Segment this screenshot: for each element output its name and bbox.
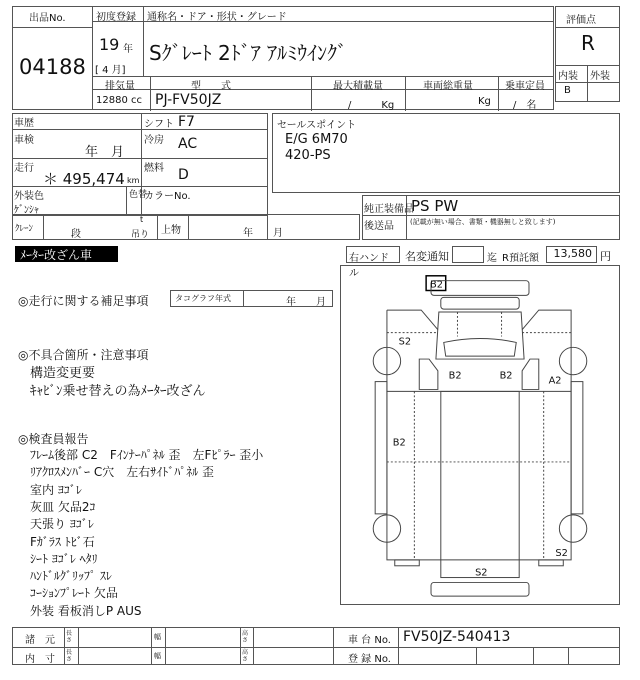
vehicle-name: Sｸﾞﾚｰﾄ 2ﾄﾞｱ ｱﾙﾐｳｲﾝｸﾞ <box>149 41 348 65</box>
inspector-line: 天張り ﾖｺﾞﾚ <box>30 517 94 532</box>
sales-point-line: 420-PS <box>285 148 331 163</box>
inspector-line: ｺｰｼｮﾝﾌﾟﾚｰﾄ 欠品 <box>30 586 118 601</box>
damage-mark: B2 <box>448 370 462 382</box>
damage-mark: A2 <box>548 375 562 387</box>
first-reg-label: 初度登録 <box>96 12 136 23</box>
wheel-rear-right <box>559 515 586 542</box>
crane-stage: 段 <box>71 229 81 240</box>
tacho-box <box>170 290 333 307</box>
displacement-label: 排気量 <box>105 81 135 92</box>
rear-bumper <box>431 582 529 596</box>
shift: F7 <box>178 114 195 130</box>
mileage-unit: km <box>127 176 140 185</box>
body-label: 上物 <box>161 225 181 236</box>
capacity-label: 乗車定員 <box>505 81 545 92</box>
inspector-line: ﾘｱｸﾛｽﾒﾝﾊﾞｰ C穴 左右ｻｲﾄﾞﾊﾟﾈﾙ 歪 <box>30 465 215 480</box>
damage-mark: S2 <box>475 567 488 579</box>
mileage-label: 走行 <box>14 163 34 174</box>
model: PJ-FV50JZ <box>155 92 222 108</box>
cab-roof <box>436 312 524 359</box>
damage-mark: B2 <box>430 279 443 291</box>
spec-label: 諸 元 <box>25 635 55 646</box>
color: ｹﾞﾝｼｬ <box>14 205 39 216</box>
model-label: 型 式 <box>191 81 231 92</box>
maxload: / Kg <box>348 100 395 111</box>
interior-label: 内装 <box>558 71 578 82</box>
tacho-label: タコグラフ年式 <box>175 294 231 303</box>
defect-line: ｷｬﾋﾞﾝ乗せ替えの為ﾒｰﾀｰ改ざん <box>30 384 206 399</box>
crane-ton: t <box>140 215 144 224</box>
color-change-label: 色替 <box>129 190 148 200</box>
body-date: 年 月 <box>243 228 283 239</box>
capacity: / 名 <box>513 100 537 111</box>
mileage: ＊ 495,474 <box>43 170 125 188</box>
panel-divider <box>387 312 571 560</box>
left-side-guard <box>375 382 387 514</box>
doors <box>419 359 539 389</box>
rear-step-right <box>539 560 563 566</box>
grille <box>441 297 519 309</box>
height-label: 高さ <box>242 649 249 663</box>
inspector-line: ｼｰﾄ ﾖｺﾞﾚ ﾍﾀﾘ <box>30 551 98 566</box>
grade-label: 評価点 <box>566 15 596 26</box>
rhd-badge: 右ハンドル <box>346 246 400 263</box>
ac-label: 冷房 <box>144 135 164 146</box>
lot-cell <box>12 6 93 110</box>
meter-tampered-badge: ﾒｰﾀｰ改ざん車 <box>15 246 118 262</box>
damage-mark: S2 <box>555 547 568 559</box>
height-label: 高さ <box>242 630 249 644</box>
color-no-label: カラーNo. <box>144 191 191 202</box>
lot-label: 出品No. <box>29 13 66 24</box>
equipment-label: 純正装備品 <box>364 204 414 215</box>
name-change-box <box>452 246 484 263</box>
interior-grade: B <box>564 85 571 96</box>
reg-no-label: 登 録 No. <box>348 654 391 665</box>
later-label: 後送品 <box>364 221 394 232</box>
inspector-line: Fｶﾞﾗｽ ﾄﾋﾞ石 <box>30 534 95 549</box>
right-side-guard <box>571 382 583 514</box>
fuel: D <box>178 167 189 183</box>
grade-box <box>555 6 620 102</box>
gross-label: 車両総重量 <box>423 81 473 92</box>
inspector-line: ﾊﾝﾄﾞﾙｸﾞﾘｯﾌﾟ ｽﾚ <box>30 569 112 584</box>
displacement: 12880 cc <box>96 95 142 106</box>
color-label: 外装色 <box>14 191 44 202</box>
yen-label: 円 <box>600 250 611 263</box>
recycle-label: R預託額 <box>502 253 539 264</box>
windshield <box>444 338 516 356</box>
sales-point-label: セールスポイント <box>277 120 357 131</box>
lot-number: 04188 <box>19 55 86 79</box>
length-label: 長さ <box>66 630 73 644</box>
name-label: 通称名・ドア・形状・グレード <box>147 12 287 23</box>
fuel-label: 燃料 <box>144 163 164 174</box>
equipment <box>362 195 620 240</box>
length-label: 長さ <box>66 649 73 663</box>
shaken-label: 車検 <box>14 135 34 146</box>
inspector-line: 室内 ﾖｺﾞﾚ <box>30 482 82 497</box>
until-label: 迄 <box>487 253 497 264</box>
defect-line: 構造変更要 <box>30 366 96 381</box>
inspector-line: 灰皿 欠品2ｺ <box>30 499 96 514</box>
crane-label: ｸﾚｰﾝ <box>15 224 34 234</box>
vehicle-info <box>92 6 554 110</box>
width-label: 幅 <box>154 633 161 641</box>
exterior-label: 外装 <box>590 71 610 82</box>
damage-diagram <box>340 265 620 605</box>
inspector-line: ﾌﾚｰﾑ後部 C2 Fｲﾝﾅｰﾊﾟﾈﾙ 歪 左Fﾋﾟﾗｰ 歪小 <box>30 448 264 462</box>
shift-label: シフト <box>144 119 174 130</box>
gross: Kg <box>478 96 491 107</box>
damage-mark: B2 <box>392 437 406 449</box>
dimensions-table <box>12 627 620 665</box>
driving-notes-title: ◎走行に関する補足事項 <box>18 294 149 308</box>
cab-body <box>387 310 571 391</box>
name-change-label: 名変通知 <box>405 250 449 263</box>
chassis-label: 車 台 No. <box>348 635 391 646</box>
history-label: 車歴 <box>14 118 34 129</box>
shaken: 年 月 <box>85 145 125 160</box>
truck-diagram-svg <box>341 266 619 604</box>
sales-point <box>272 113 620 193</box>
width-label: 幅 <box>154 652 161 660</box>
crane-lift: 吊り <box>131 230 150 240</box>
ac: AC <box>178 136 198 152</box>
year-unit: 年 <box>123 44 133 55</box>
maxload-label: 最大積載量 <box>333 81 383 92</box>
reg-year: 19 <box>99 35 120 54</box>
grade-score: R <box>581 31 595 55</box>
equipment-value: PS PW <box>411 197 459 215</box>
chassis-number: FV50JZ-540413 <box>403 629 511 645</box>
wheel-front-right <box>559 347 586 374</box>
cargo-bed <box>441 391 519 577</box>
damage-mark: S2 <box>398 336 412 348</box>
inner-label: 内 寸 <box>25 654 55 665</box>
inspector-line: 外装 看板消しP AUS <box>30 603 142 618</box>
damage-mark: B2 <box>499 370 513 382</box>
inspector-title: ◎検査員報告 <box>18 432 89 446</box>
later-note: (記載が無い場合、書類・機器無しと致します) <box>410 218 556 226</box>
reg-month: [ 4 月] <box>95 65 126 76</box>
sales-point-line: E/G 6M70 <box>285 132 348 147</box>
tacho-value: 年 月 <box>286 297 326 308</box>
rear-step-left <box>395 560 419 566</box>
defects-title: ◎不具合箇所・注意事項 <box>18 348 149 362</box>
recycle-amount: 13,580 <box>546 246 597 263</box>
crane-row <box>12 214 360 240</box>
